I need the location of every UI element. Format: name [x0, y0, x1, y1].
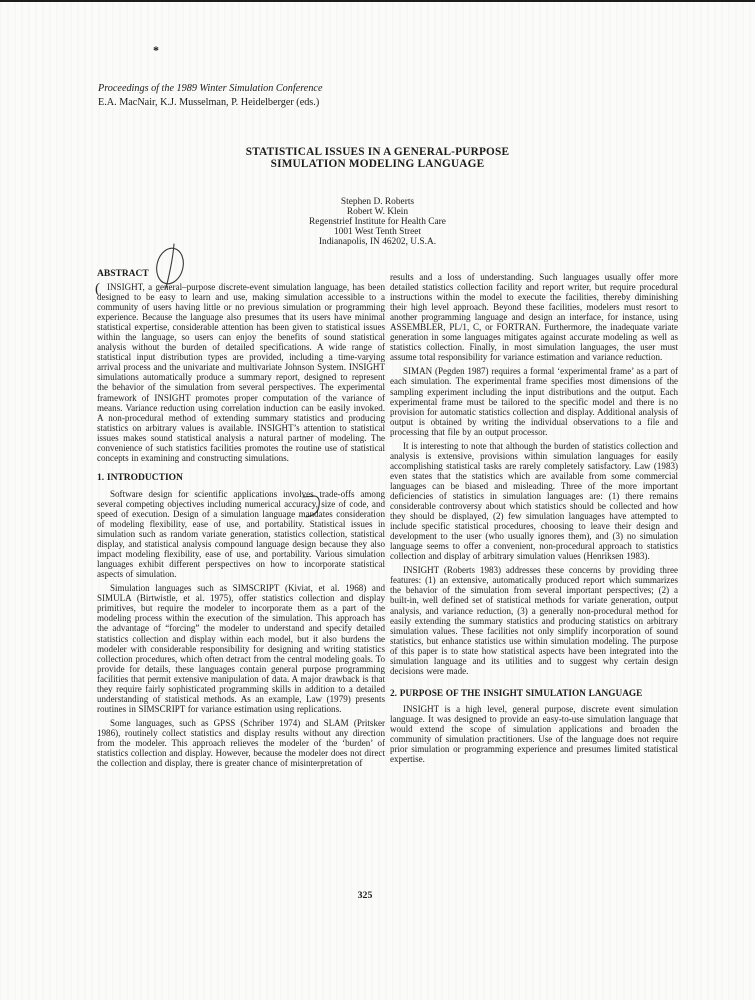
siman-paragraph: SIMAN (Pegden 1987) requires a formal ‘experimental frame’ as a part of each simulation. The experimental frame specifies most dimensions of the sampling experiment including the input distributions and the output. Each experimental frame must be tailored to the specific model and there is no provision for automatic statistics collection and display. Additional analysis of output is obtained by writing the individual observations to a file and processing that file by an output processor. [390, 366, 678, 437]
abstract-heading: ABSTRACT [97, 269, 149, 279]
continuation-paragraph: results and a loss of understanding. Such languages usually offer more detailed statistics collection facility and report writer, but require procedural instructions within the model to execute the facilities, thereby diminishing their high level approach. Beyond these facilities, modelers must resort to another programming language and design an interface, for instance, using ASSEMBLER, PL/1, C, or FORTRAN. Furthermore, the inadequate variate generation in some languages mitigates against accurate modeling as well as statistics collection. Finally, in most simulation languages, the user must assume total responsibility for variance estimation and variance reduction. [390, 272, 678, 363]
asterisk-mark: * [153, 43, 159, 57]
proceedings-header [98, 82, 322, 109]
insight-features-paragraph: INSIGHT (Roberts 1983) addresses these concerns by providing three features: (1) an extensive, automatically produced report which summarizes the behavior of the simulation from several important perspectives; (2) a built-in, well defined set of statistical methods for variate generation, output analysis, and variance reduction, (3) a generally non-procedural method for easily extending the summary statistics and producing statistics on arbitrary simulation values. These facilities not only simplify incorporation of sound statistics, but enhance statistics use within simulation modeling. The purpose of this paper is to state how statistical aspects have been integrated into the simulation language and its utilities and to suggest why certain design decisions were made. [390, 565, 678, 676]
page-number: 325 [357, 890, 373, 901]
left-column [97, 269, 385, 772]
paper-title-line2: SIMULATION MODELING LANGUAGE [270, 158, 485, 170]
section-1-heading: 1. INTRODUCTION [97, 472, 183, 483]
intro-paragraph-2: Simulation languages such as SIMSCRIPT (Kiviat, et al. 1968) and SIMULA (Birtwistle, et al. 1975), offer statistics collection and display primitives, but require the modeler to incorporate them as a part of the modeling process within the execution of the simulation. This approach has the advantage of “forcing” the modeler to understand and specify detailed statistics collection and display within each model, but it also burdens the modeler with considerable responsibility for designing and writing statistics collection procedures, which often detract from the central modeling goals. To provide for details, these languages contain general purpose programming facilities that permit extensive manipulation of data. A major drawback is that they require fairly sophisticated programming skills in addition to a detailed understanding of statistical methods. As an example, Law (1979) presents routines in SIMSCRIPT for variance estimation using replications. [97, 583, 385, 714]
paper-title-line1: STATISTICAL ISSUES IN A GENERAL-PURPOSE [245, 146, 510, 158]
section-2-paragraph: INSIGHT is a high level, general purpose, discrete event simulation language. It was designed to provide an easy-to-use simulation language that would extend the scope of simulation applications and broaden the community of simulation practitioners. Use of the language does not require prior simulation or programming experience and presumes limited statistical expertise. [390, 703, 678, 765]
author-name-1: Stephen D. Roberts [340, 197, 415, 207]
author-street-address: 1001 West Tenth Street [333, 227, 422, 237]
author-city-address: Indianapolis, IN 46202, U.S.A. [318, 237, 437, 247]
author-block [0, 197, 755, 247]
author-affiliation: Regenstrief Institute for Health Care [309, 217, 446, 227]
right-column [390, 272, 678, 768]
statistics-burden-paragraph: It is interesting to note that although the burden of statistics collection and analysis is extensive, provisions within simulation languages for easily accomplishing statistical tasks are rarely completely satisfactory. Law (1983) even states that the statistics which are available from some commercial languages can be biased and misleading. Three of the more important deficiencies of statistics in simulation languages are: (1) there remains considerable controversy about which statistics should be collected and how they should be displayed, (2) few simulation languages have attempted to include specific statistical procedures, choosing to leave their design and development to the user (who usually ignores them), and (3) no simulation language seems to offer a convenient, non-procedural approach to statistics collection and display of arbitrary simulation values (Henriksen 1983). [390, 440, 678, 562]
intro-paragraph-3: Some languages, such as GPSS (Schriber 1974) and SLAM (Pritsker 1986), routinely collect statistics and display results without any direction from the modeler. This approach relieves the modeler of the ‘burden’ of statistics collection and display. However, because the modeler does not direct the collection and display, there is greater chance of misinterpretation of [97, 717, 385, 769]
paper-title [0, 146, 755, 170]
author-name-2: Robert W. Klein [346, 207, 409, 217]
handwritten-open-bracket-mark: ( [95, 281, 100, 297]
abstract-text: INSIGHT, a general–purpose discrete-event simulation language, has been designed to be easy to learn and use, making simulation accessible to a community of users having little or no previous simulation or programming experience. Because the language also presumes that its users have minimal statistical expertise, considerable attention has been given to statistical issues within the language, so users can enjoy the benefits of sound statistical analysis without the burden of detailed specifications. A wide range of statistical input distribution types are provided, including a time-varying arrival process and the univariate and multivariate Johnson System. INSIGHT simulations automatically produce a summary report, designed to represent the behavior of the simulation from several perspectives. The experimental framework of INSIGHT promotes proper computation of the variance of means. Variance reduction using correlation induction can be easily invoked. A non-procedural method of extending summary statistics and producing statistics on arbitrary values is available. INSIGHT’s attention to statistical issues makes sound statistical analysis a natural partner of modeling. The convenience of such statistics facilities promotes the routine use of statistical concepts in examining and constructing simulations. [97, 282, 385, 463]
section-2-heading: 2. PURPOSE OF THE INSIGHT SIMULATION LANGUAGE [390, 688, 643, 699]
scan-edge-line [0, 0, 755, 2]
editors-line: E.A. MacNair, K.J. Musselman, P. Heidelberger (eds.) [98, 96, 320, 108]
proceedings-title: Proceedings of the 1989 Winter Simulation Conference [98, 83, 323, 94]
intro-paragraph-1: Software design for scientific applications involves trade-offs among several competing objectives including numerical accuracy, size of code, and speed of execution. Design of a simulation language mandates consideration of modeling flexibility, ease of use, and portability. Statistical issues in simulation such as random variate generation, statistics collection, statistical display, and statistical analysis compound language design because they also impact modeling flexibility, ease of use, and portability. Various simulation languages exhibit different perspectives on how to incorporate statistical aspects of simulation. [97, 488, 385, 580]
